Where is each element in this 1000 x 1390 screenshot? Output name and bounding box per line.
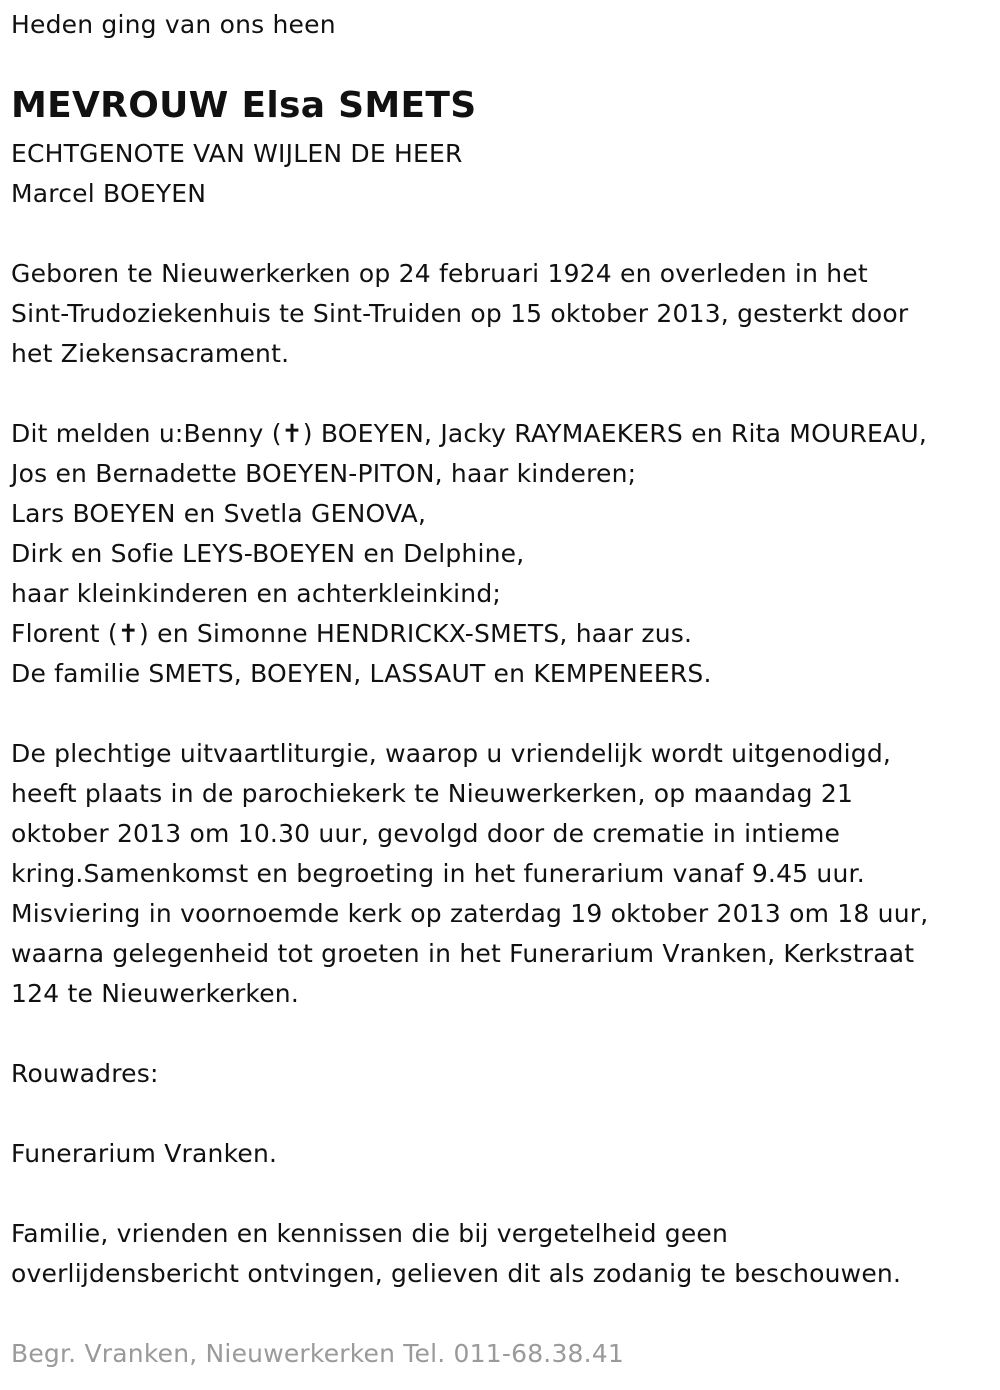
paragraph-line: Misviering in voornoemde kerk op zaterdag 19 oktober 2013 om 18 uur, (11, 899, 929, 928)
deceased-name: MEVROUW Elsa SMETS (11, 85, 477, 126)
paragraph-line: Dit melden u:Benny (✝) BOEYEN, Jacky RAYMAEKERS en Rita MOUREAU, (11, 419, 927, 448)
paragraph-line: Familie, vrienden en kennissen die bij vergetelheid geen (11, 1219, 729, 1248)
spouse-block (11, 134, 463, 214)
spouse-title: ECHTGENOTE VAN WIJLEN DE HEER (11, 139, 463, 168)
paragraph-line: haar kleinkinderen en achterkleinkind; (11, 579, 502, 608)
paragraph-line: heeft plaats in de parochiekerk te Nieuwerkerken, op maandag 21 (11, 779, 854, 808)
paragraph-line: Jos en Bernadette BOEYEN-PITON, haar kinderen; (11, 459, 637, 488)
paragraph-line: Dirk en Sofie LEYS-BOEYEN en Delphine, (11, 539, 525, 568)
paragraph-line: oktober 2013 om 10.30 uur, gevolgd door de crematie in intieme (11, 819, 841, 848)
paragraph-line: overlijdensbericht ontvingen, gelieven dit als zodanig te beschouwen. (11, 1259, 902, 1288)
paragraph-line: De familie SMETS, BOEYEN, LASSAUT en KEMPENEERS. (11, 659, 712, 688)
paragraph-line: Geboren te Nieuwerkerken op 24 februari 1924 en overleden in het (11, 259, 868, 288)
family-paragraph (11, 414, 927, 694)
paragraph-line: De plechtige uitvaartliturgie, waarop u vriendelijk wordt uitgenodigd, (11, 739, 892, 768)
paragraph-line: Sint-Trudoziekenhuis te Sint-Truiden op 15 oktober 2013, gesterkt door (11, 299, 909, 328)
intro-text: Heden ging van ons heen (11, 10, 336, 39)
paragraph-line: Florent (✝) en Simonne HENDRICKX-SMETS, haar zus. (11, 619, 693, 648)
address-value: Funerarium Vranken. (11, 1139, 278, 1168)
paragraph-line: het Ziekensacrament. (11, 339, 290, 368)
address-label: Rouwadres: (11, 1059, 159, 1088)
paragraph-line: Lars BOEYEN en Svetla GENOVA, (11, 499, 427, 528)
paragraph-line: kring.Samenkomst en begroeting in het funerarium vanaf 9.45 uur. (11, 859, 865, 888)
funeral-home-footer: Begr. Vranken, Nieuwerkerken Tel. 011-68.38.41 (11, 1339, 625, 1368)
notice-paragraph (11, 1214, 901, 1294)
paragraph-line: 124 te Nieuwerkerken. (11, 979, 299, 1008)
ceremony-paragraph (11, 734, 928, 1014)
paragraph-line: waarna gelegenheid tot groeten in het Funerarium Vranken, Kerkstraat (11, 939, 915, 968)
spouse-name: Marcel BOEYEN (11, 179, 207, 208)
birth-death-paragraph (11, 254, 908, 374)
